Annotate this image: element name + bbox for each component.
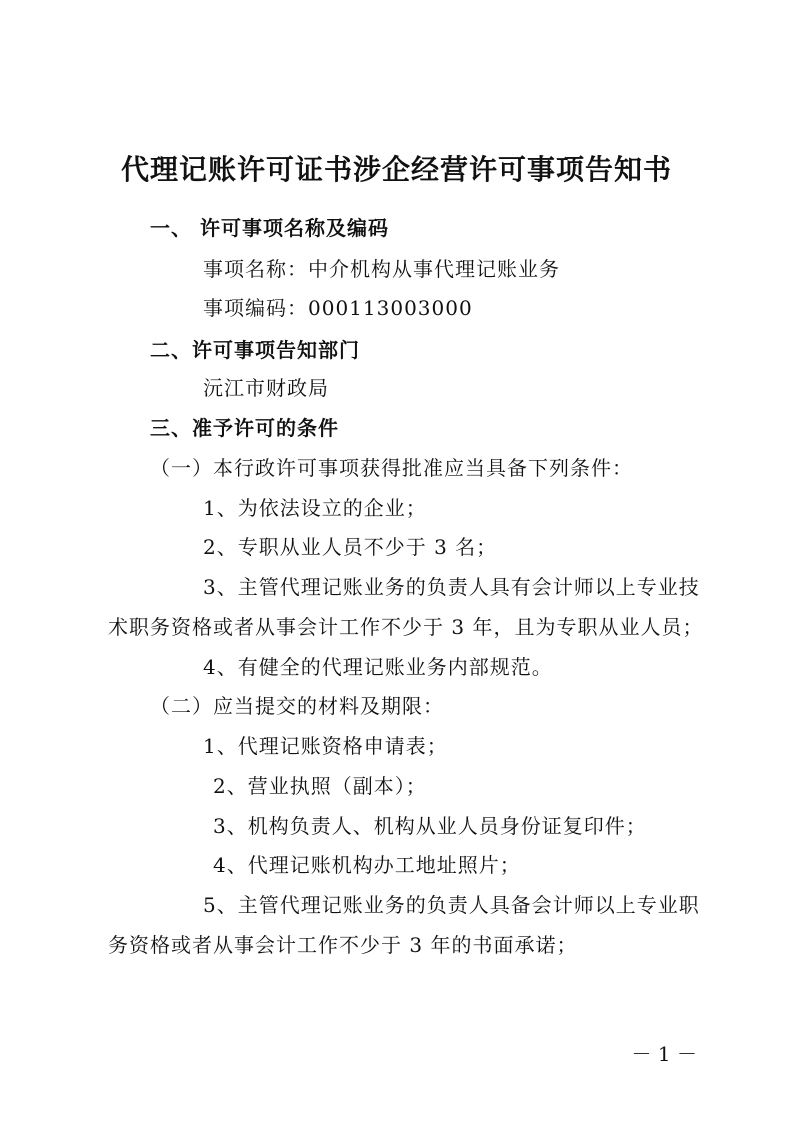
page-number: － 1 － [631, 1042, 697, 1066]
condition-item-3: 3、主管代理记账业务的负责人具有会计师以上专业技 [203, 575, 700, 599]
condition-item-1: 1、为依法设立的企业； [203, 496, 427, 520]
document-title: 代理记账许可证书涉企经营许可事项告知书 [120, 153, 672, 186]
material-item-5: 5、主管代理记账业务的负责人具备会计师以上专业职 [203, 893, 700, 917]
section3-heading: 三、准予许可的条件 [150, 416, 339, 440]
material-item-2: 2、营业执照（副本）； [213, 774, 427, 798]
conditions-heading: （一）本行政许可事项获得批准应当具备下列条件： [150, 456, 633, 480]
section2-heading: 二、许可事项告知部门 [150, 338, 360, 362]
section1-heading: 一、 许可事项名称及编码 [150, 216, 389, 240]
material-item-4: 4、代理记账机构办工地址照片； [213, 853, 521, 877]
department-name: 沅江市财政局 [203, 376, 329, 400]
condition-item-2: 2、专职从业人员不少于 3 名； [203, 535, 498, 559]
item-name-line: 事项名称：中介机构从事代理记账业务 [203, 257, 560, 281]
item-code-line: 事项编码：000113003000 [203, 296, 473, 320]
material-item-1: 1、代理记账资格申请表； [203, 734, 448, 758]
condition-item-3-cont: 术职务资格或者从事会计工作不少于 3 年，且为专职从业人员； [108, 615, 704, 639]
material-item-3: 3、机构负责人、机构从业人员身份证复印件； [213, 814, 647, 838]
material-item-5-cont: 务资格或者从事会计工作不少于 3 年的书面承诺； [108, 933, 578, 957]
materials-heading: （二）应当提交的材料及期限： [150, 694, 444, 718]
condition-item-4: 4、有健全的代理记账业务内部规范。 [203, 655, 553, 679]
